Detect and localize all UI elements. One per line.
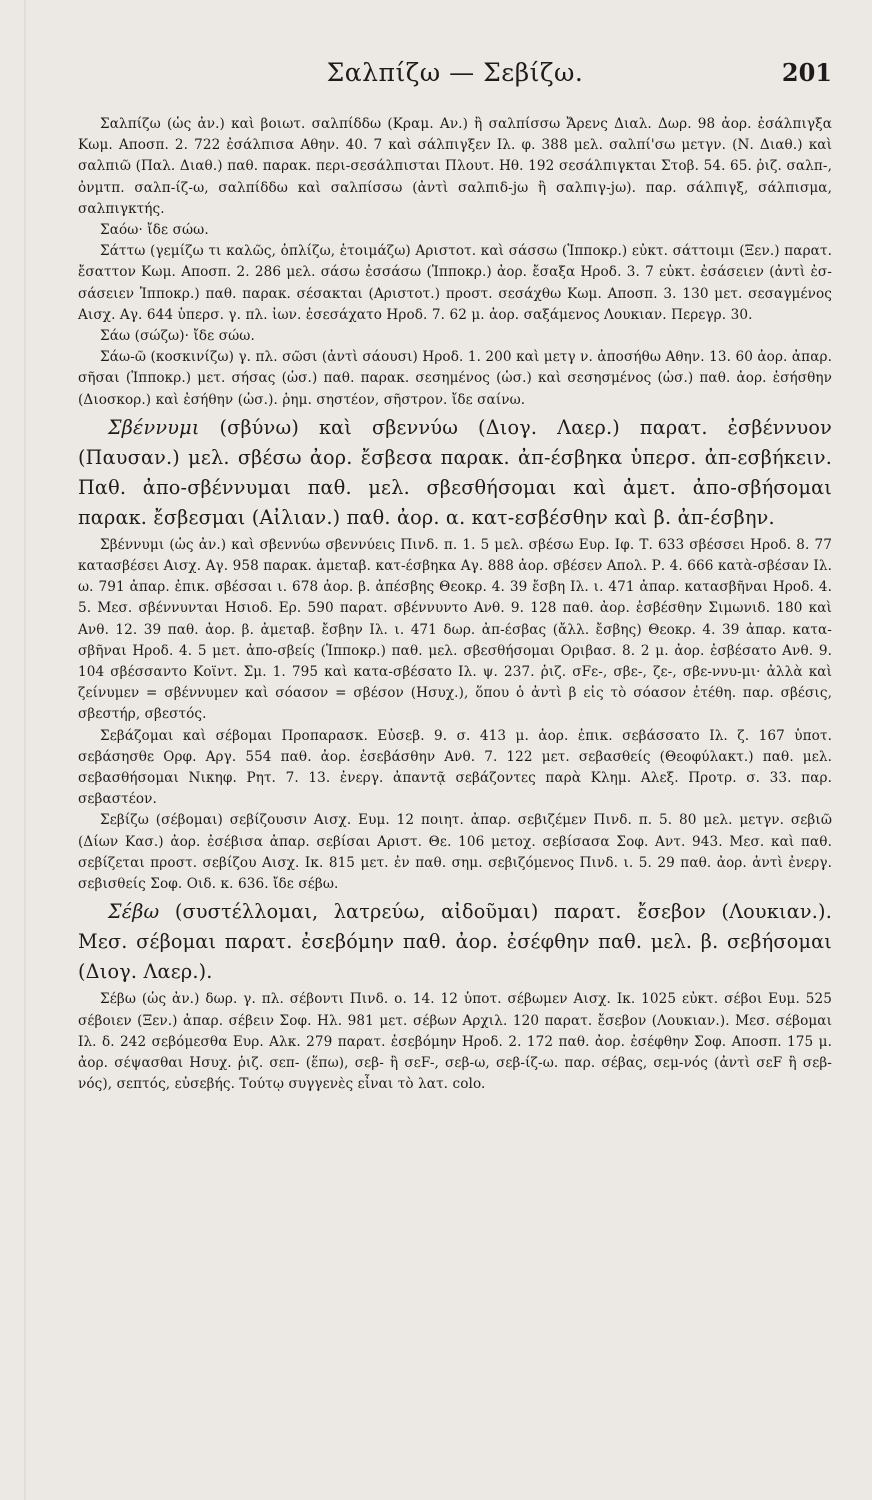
entry-sbennymi-summary [78,413,832,533]
entry-text: Σαόω· ἴδε σώω. [100,222,209,239]
entry-sebo-summary [78,897,832,987]
entry-text: Σβέννυμι (ὡς ἀν.) καὶ σβεννύω σβεννύεις Πινδ. π. 1. 5 μελ. σβέσω Ευρ. Ιφ. Τ. 633 σβέσσει Ηροδ. 8. 77 κατασβέσει Αισχ. Αγ. 958 παρακ. ἀμεταβ. κατ-έσβηκα Αγ. 888 ἀορ. σβέσεν Απολ. Ρ. 4. 666 κατὰ-σβέσαν Ιλ. ω. 791 ἀπαρ. ἐπικ. σβέσσαι ι. 678 ἀορ. β. ἀπέσβης Θεοκρ. 4. 39 ἔσβη Ιλ. ι. 471 ἀπαρ. κατασβῆναι Ηροδ. 4. 5. Μεσ. σβέννυνται Ησιοδ. Ερ. 590 παρατ. σβέννυντο Ανθ. 9. 128 παθ. ἀορ. ἐσβέσθην Σιμωνιδ. 180 καὶ Ανθ. 12. 39 παθ. ἀορ. β. ἀμεταβ. ἔσβην Ιλ. ι. 471 δωρ. ἀπ-έσβας (ἄλλ. ἔσβης) Θεοκρ. 4. 39 ἀπαρ. κατα-σβῆναι Ηροδ. 4. 5 μετ. ἀπο-σβείς (Ἱπποκρ.) παθ. μελ. σβεσθήσομαι Οριβασ. 8. 2 μ. ἀορ. ἐσβέσατο Ανθ. 9. 104 σβέσσαντο Κοϊντ. Σμ. 1. 795 καὶ κατα-σβέσατο Ιλ. ψ. 237. ῥιζ. σFε-, σβε-, ζε-, σβε-ννυ-μι· ἀλλὰ καὶ ζείνυμεν = σβέννυμεν καὶ σόασον = σβέσον (Ησυχ.), ὅπου ὁ ἀντὶ β εἰς τὸ σόασον ἐτέθη. παρ. σβέσις, σβεστήρ, σβεστός. [78,536,832,723]
entry-sao-kosknizo [78,347,832,411]
page-header [78,58,832,102]
entry-text: (σβύνω) καὶ σβεννύω (Διογ. Λαερ.) παρατ. ἐσβέννυον (Παυσαν.) μελ. σβέσω ἀορ. ἔσβεσα παρακ. ἀπ-έσβηκα ὑπερσ. ἀπ-εσβήκειν. Παθ. ἀπο-σβέννυμαι παθ. μελ. σβεσθήσομαι καὶ ἀμετ. ἀπο-σβήσομαι παρακ. ἔσβεσμαι (Αἰλιαν.) παθ. ἀορ. α. κατ-εσβέσθην καὶ β. ἀπ-έσβην. [78,415,832,529]
entry-text: Σεβάζομαι καὶ σέβομαι Προπαρασκ. Εὐσεβ. 9. σ. 413 μ. ἀορ. ἐπικ. σεβάσσατο Ιλ. ζ. 167 ὑποτ. σεβάσησθε Ορφ. Αργ. 554 παθ. ἀορ. ἐσεβάσθην Ανθ. 7. 122 μετ. σεβασθείς (Θεοφύλακτ.) παθ. μελ. σεβασθήσομαι Νικηφ. Ρητ. 7. 13. ἐνεργ. ἀπαντᾷ σεβάζοντες παρὰ Κλημ. Αλεξ. Προτρ. σ. 33. παρ. σεβαστέον. [78,727,832,808]
entry-salpizo [78,114,832,220]
entry-saoo [78,220,832,241]
entry-text: Σάω-ῶ (κοσκινίζω) γ. πλ. σῶσι (ἀντὶ σάουσι) Ηροδ. 1. 200 καὶ μετγ ν. ἀποσήθω Αθην. 13. 60 ἀορ. ἀπαρ. σῆσαι (Ἱπποκρ.) μετ. σήσας (ὡσ.) παθ. παρακ. σεσημένος (ὡσ.) καὶ σεσησμένος (ὡσ.) παθ. ἀορ. ἐσήσθην (Διοσκορ.) καὶ ἐσήθην (ὡσ.). ῥημ. σηστέον, σῆστρον. ἴδε σαίνω. [78,349,832,408]
entry-lemma: Σέβω [108,900,160,924]
entry-text: (συστέλλομαι, λατρεύω, αἰδοῦμαι) παρατ. ἔσεβον (Λουκιαν.). Μεσ. σέβομαι παρατ. ἐσεβόμην παθ. ἀορ. ἐσέφθην παθ. μελ. β. σεβήσομαι (Διογ. Λαερ.). [78,900,832,984]
entry-sao-sozo [78,326,832,347]
entries-column [78,114,832,1095]
entry-lemma: Σβέννυμι [108,415,200,439]
entry-text: Σάττω (γεμίζω τι καλῶς, ὁπλίζω, ἑτοιμάζω) Αριστοτ. καὶ σάσσω (Ἱπποκρ.) εὐκτ. σάττοιμι (Ξεν.) παρατ. ἔσαττον Κωμ. Αποσπ. 2. 286 μελ. σάσω ἐσσάσω (Ἱπποκρ.) ἀορ. ἔσαξα Ηροδ. 3. 7 εὐκτ. ἐσάσειεν (ἀντὶ ἐσ-σάσειεν Ἱπποκρ.) παθ. παρακ. σέσακται (Αριστοτ.) προστ. σεσάχθω Κωμ. Αποσπ. 3. 130 μετ. σεσαγμένος Αισχ. Αγ. 644 ὑπερσ. γ. πλ. ἰων. ἐσεσάχατο Ηροδ. 7. 62 μ. ἀορ. σαξάμενος Λουκιαν. Περεγρ. 30. [78,243,832,323]
running-title: Σαλπίζω — Σεβίζω. [326,58,584,87]
entry-sebo [78,989,832,1095]
page-number: 201 [781,58,832,87]
entry-sbennymi [78,535,832,726]
entry-satto [78,241,832,326]
entry-text: Σαλπίζω (ὡς ἀν.) καὶ βοιωτ. σαλπίδδω (Κραμ. Αν.) ἢ σαλπίσσω Ἄρενς Διαλ. Δωρ. 98 ἀορ. ἐσάλπιγξα Κωμ. Αποσπ. 2. 722 ἐσάλπισα Αθην. 40. 7 καὶ σάλπιγξεν Ιλ. φ. 388 μελ. σαλπί'σω μετγν. (Ν. Διαθ.) καὶ σαλπιῶ (Παλ. Διαθ.) παθ. παρακ. περι-σεσάλπισται Πλουτ. Ηθ. 192 σεσάλπιγκται Στοβ. 54. 65. ῥιζ. σαλπ-, ὀνμτπ. σαλπ-ίζ-ω, σαλπίδδω καὶ σαλπίσσω (ἀντὶ σαλπιδ-jω ἢ σαλπιγ-jω). παρ. σάλπιγξ, σάλπισμα, σαλπιγκτής. [78,116,832,217]
entry-text: Σάω (σώζω)· ἴδε σώω. [100,328,255,345]
entry-sebizo [78,810,832,895]
entry-text: Σέβω (ὡς ἀν.) δωρ. γ. πλ. σέβοντι Πινδ. ο. 14. 12 ὑποτ. σέβωμεν Αισχ. Ικ. 1025 εὐκτ. σέβοι Ευμ. 525 σέβοιεν (Ξεν.) ἀπαρ. σέβειν Σοφ. Ηλ. 981 μετ. σέβων Αρχιλ. 120 παρατ. ἔσεβον (Λουκιαν.). Μεσ. σέβομαι Ιλ. δ. 242 σεβόμεσθα Ευρ. Αλκ. 279 παρατ. ἐσεβόμην Ηροδ. 2. 172 παθ. ἀορ. ἐσέφθην Σοφ. Αποσπ. 175 μ. ἀορ. σέψασθαι Ησυχ. ῥιζ. σεπ- (ἕπω), σεβ- ἢ σεF-, σεβ-ω, σεβ-ίζ-ω. παρ. σέβας, σεμ-νός (ἀντὶ σεF ἢ σεβ-νός), σεπτός, εὐσεβής. Τούτῳ συγγενὲς εἶναι τὸ λατ. colo. [78,991,832,1093]
entry-sebazomai [78,726,832,811]
entry-text: Σεβίζω (σέβομαι) σεβίζουσιν Αισχ. Ευμ. 12 ποιητ. ἀπαρ. σεβιζέμεν Πινδ. π. 5. 80 μελ. μετγν. σεβιῶ (Δίων Κασ.) ἀορ. ἐσέβισα ἀπαρ. σεβίσαι Αριστ. Θε. 106 μετοχ. σεβίσασα Σοφ. Αντ. 943. Μεσ. καὶ παθ. σεβίζεται προστ. σεβίζου Αισχ. Ικ. 815 μετ. ἐν παθ. σημ. σεβιζόμενος Πινδ. ι. 5. 29 παθ. ἀορ. ἀντὶ ἐνεργ. σεβισθείς Σοφ. Οιδ. κ. 636. ἴδε σέβω. [78,812,832,893]
